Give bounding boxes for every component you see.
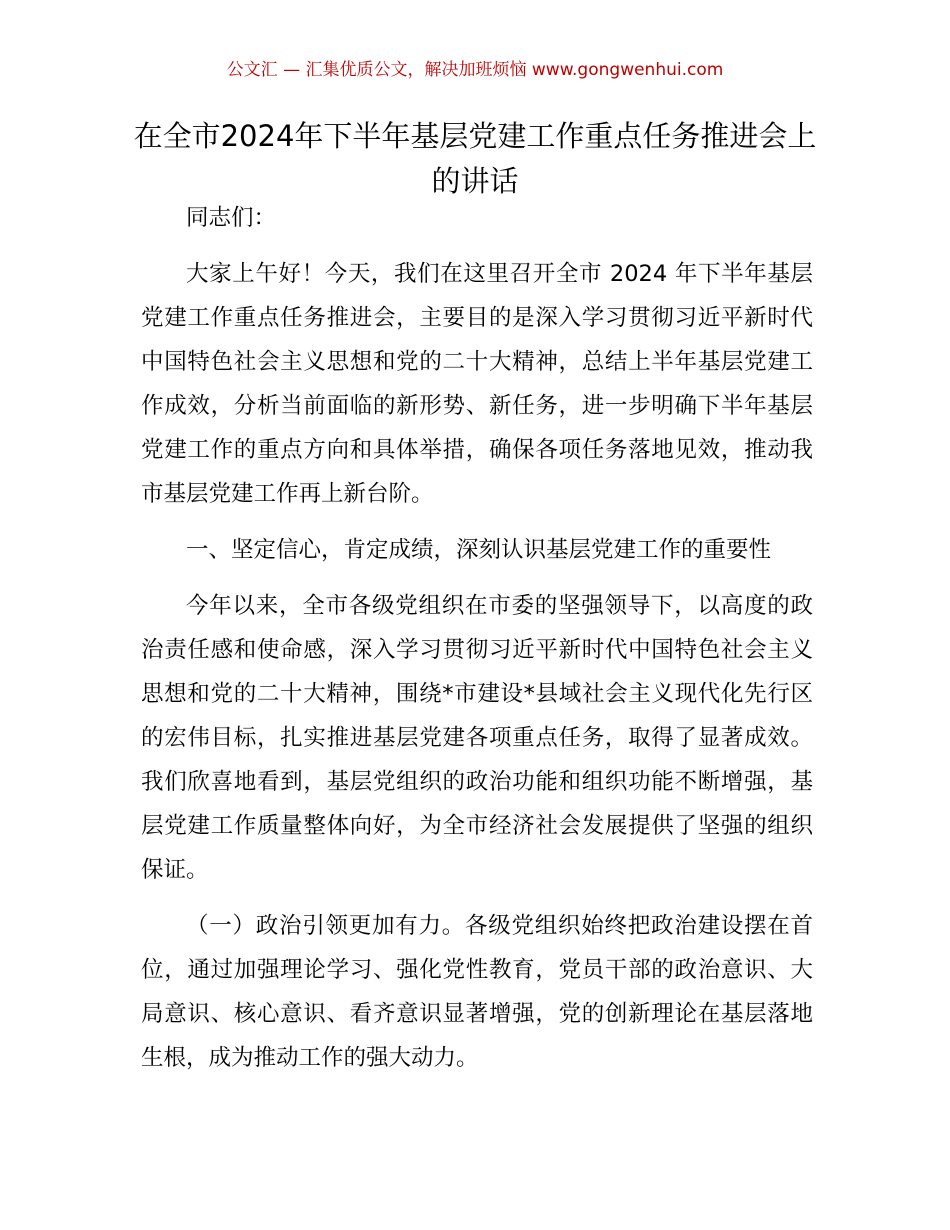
site-header-banner: 公文汇 — 汇集优质公文，解决加班烦恼 www.gongwenhui.com	[226, 60, 724, 80]
section-heading-1: 一、坚定信心，肯定成绩，深刻认识基层党建工作的重要性	[186, 537, 772, 563]
document-title: 在全市2024年下半年基层党建工作重点任务推进会上的讲话	[133, 119, 817, 198]
body-paragraph: 今年以来，全市各级党组织在市委的坚强领导下，以高度的政治责任感和使命感，深入学习贯彻习近平新时代中国特色社会主义思想和党的二十大精神，围绕*市建设*县域社会主义现代化先行区的宏伟目标，扎实推进基层党建各项重点任务，取得了显著成效。我们欣喜地看到，基层党组织的政治功能和组织功能不断增强，基层党建工作质量整体向好，为全市经济社会发展提供了坚强的组织保证。	[141, 593, 813, 883]
opening-paragraph: 大家上午好！今天，我们在这里召开全市 2024 年下半年基层党建工作重点任务推进会，主要目的是深入学习贯彻习近平新时代中国特色社会主义思想和党的二十大精神，总结上半年基层党建工作成效，分析当前面临的新形势、新任务，进一步明确下半年基层党建工作的重点方向和具体举措，确保各项任务落地见效，推动我市基层党建工作再上新台阶。	[141, 261, 813, 507]
salutation: 同志们：	[186, 205, 277, 231]
subsection-paragraph-1: （一）政治引领更加有力。各级党组织始终把政治建设摆在首位，通过加强理论学习、强化党性教育，党员干部的政治意识、大局意识、核心意识、看齐意识显著增强，党的创新理论在基层落地生根，成为推动工作的强大动力。	[141, 913, 813, 1071]
document-body	[141, 196, 813, 1080]
